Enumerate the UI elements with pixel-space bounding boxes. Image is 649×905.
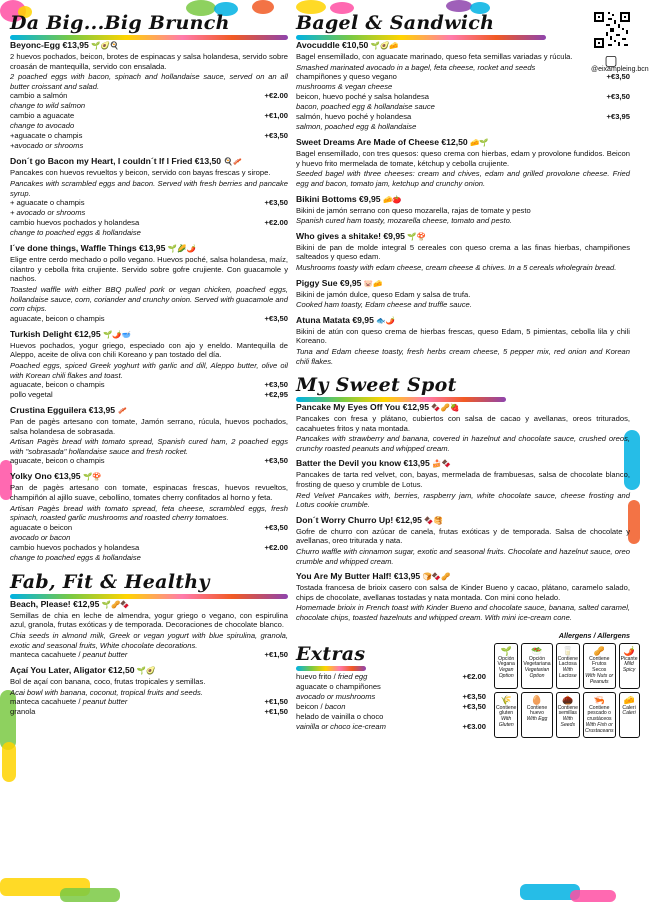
item-price: €12,95 <box>402 402 429 413</box>
menu-item[interactable] <box>10 156 288 238</box>
item-option[interactable] <box>296 82 630 92</box>
option-price: +€3,50 <box>264 522 288 532</box>
option-label-es: cambio a salmón <box>10 91 68 101</box>
allergen-label-es: Caleri <box>622 704 636 711</box>
allergen-icons: 🌱🥑🧀 <box>370 41 399 50</box>
option-label-en: change to avocado <box>10 121 75 131</box>
menu-item[interactable] <box>296 40 630 132</box>
extras-row[interactable]: huevo frito / fried egg +€2.00 <box>296 671 486 681</box>
option-label-es: cambio huevos pochados y holandesa <box>10 218 140 228</box>
option-label-en: bacon, poached egg & hollandaise sauce <box>296 102 435 112</box>
item-name: Beyonc-Egg <box>10 40 61 50</box>
allergen-badge <box>583 692 616 738</box>
allergen-label-en: Caleri <box>622 710 636 717</box>
allergen-badge <box>521 692 552 738</box>
option-label-es: + aguacate o champis <box>10 198 85 208</box>
option-price: +€1,50 <box>264 697 288 707</box>
item-name: Bikini Bottoms <box>296 193 357 204</box>
nuts-icon: 🥜 <box>593 645 605 656</box>
item-desc-es: Bol de açaí con banana, coco, frutas tropicales y semillas. <box>10 677 206 687</box>
option-label-en: change to poached eggs & hollandaise <box>10 228 141 238</box>
item-price: €9,95 <box>359 193 381 204</box>
allergen-badge <box>521 643 552 689</box>
menu-item[interactable] <box>296 278 630 310</box>
item-name: Atuna Matata <box>296 314 350 325</box>
allergen-icons: 🌱🥑 <box>136 666 156 676</box>
section-underline <box>10 35 288 40</box>
allergen-badge <box>556 643 580 689</box>
allergen-icons: 🍳🥓 <box>223 157 243 167</box>
item-price: €13,95 <box>62 40 89 50</box>
menu-item[interactable] <box>296 137 630 188</box>
allergen-badge <box>583 643 616 689</box>
allergen-label-es: Picante <box>620 655 638 662</box>
menu-item[interactable] <box>296 571 630 622</box>
section-bagel-sandwich <box>296 12 630 366</box>
extra-label-en: vainilla or choco ice-cream <box>296 721 386 731</box>
item-option[interactable] <box>10 523 288 533</box>
option-label-en: peanut butter <box>82 697 128 707</box>
item-desc-en: Cooked ham toasty, Edam cheese and truffle sauce. <box>296 300 472 310</box>
extra-label-es: aguacate o champiñones <box>296 681 381 691</box>
allergen-label-en: With Egg <box>526 716 548 723</box>
item-desc-en: Smashed marinated avocado in a bagel, feta cheese, rocket and seeds <box>296 62 536 72</box>
extra-price: +€3.00 <box>462 721 486 731</box>
section-header <box>296 643 366 669</box>
allergen-icons: 🌱🌶️🥣 <box>103 329 132 339</box>
item-desc-es: Elige entre cerdo mechado o pollo vegano. Huevos poché, salsa holandesa, maíz, cilantro y cebolla frita crujiente. Servido sobre gofre crujiente. Con guacamole y nachos. <box>10 255 288 284</box>
option-price: +€3,50 <box>264 131 288 141</box>
option-label-es: aguacate o beicon <box>10 522 73 532</box>
item-name: Avocuddle <box>296 40 340 50</box>
option-price: +€2,95 <box>264 390 288 400</box>
item-desc-en: Seeded bagel with three cheeses: cream and chives, edam and grilled provolone cheese. Fried egg and bacon, tomato jam, ketchup and crunchy onion. <box>296 169 630 188</box>
allergen-label-en: With Seeds <box>560 716 575 728</box>
item-option[interactable] <box>10 228 288 238</box>
extra-label-es: beicon <box>296 701 319 711</box>
item-desc-es: Pan de pagès artesano con tomate, espinacas frescas, huevos revueltos, champiñón al ajillo suave, cebollino, tomates cherry confitados al horno y feta. <box>10 483 288 503</box>
section-header <box>296 12 546 38</box>
item-name: Beach, Please! <box>10 598 71 609</box>
option-label-en: mushrooms & vegan cheese <box>296 82 393 92</box>
item-option[interactable] <box>10 456 288 466</box>
option-label-es: champiñones y queso vegano <box>296 72 397 82</box>
extra-label-en: avocado or mushrooms <box>296 691 376 701</box>
celery-icon: 🧀 <box>623 694 635 705</box>
item-desc-es: 2 huevos pochados, beicon, brotes de espinacas y salsa holandesa, servido sobre croasán de mantequilla, servido con ensalada. <box>10 52 288 71</box>
item-desc-en: Mushrooms toasty with edam cheese, cream cheese & chives. In a 5 cereals wholegrain bread. <box>296 262 617 272</box>
extra-label-en: fried egg <box>337 671 368 681</box>
item-name: Don´t go Bacon my Heart, I couldn´t If I Fried <box>10 156 193 167</box>
option-label-en: change to wild salmon <box>10 101 86 111</box>
menu-item[interactable] <box>10 599 288 660</box>
item-desc-es: Bikini de atún con queso crema de hierbas frescas, queso Edam, 5 pimientas, cebolla lila y chili Koreano. <box>296 326 630 346</box>
option-price: +€2.00 <box>264 542 288 552</box>
option-price: +€3,50 <box>264 380 288 390</box>
item-price: €9,95 <box>383 230 405 241</box>
allergen-badge <box>556 692 580 738</box>
allergen-icons: 🍫🥞 <box>424 515 443 525</box>
item-desc-es: Tostada francesa de brioix casero con salsa de Kinder Bueno y cacao, plátano, caramelo salado, chips de chocolate, avellanas tostadas y nata montada. Con mini cono helado. <box>296 583 630 602</box>
allergen-badge <box>619 692 640 738</box>
option-label-es: cambio a aguacate <box>10 111 75 121</box>
extra-price: +€3,50 <box>462 701 486 711</box>
option-label-es: aguacate, beicon o champis <box>10 313 105 323</box>
option-price: +€2.00 <box>264 91 288 101</box>
extra-label-es: helado de vainilla o choco <box>296 711 384 721</box>
vegan-icon: 🌱 <box>500 645 512 656</box>
section-big-brunch <box>10 12 288 563</box>
item-option[interactable] <box>10 553 288 563</box>
item-desc-es: Pan de pagès artesano con tomate, Jamón serrano, rúcula, huevos pochados, salsa holandesa de sobrasada. <box>10 417 288 436</box>
allergen-icons: 🌱🍄 <box>82 472 102 482</box>
section-underline <box>10 594 288 599</box>
item-desc-en: Artisan Pagès bread with tomato spread, feta cheese, scrambled eggs, fresh spinach, roasted garlic mushrooms and roasted cherry tomatoes. <box>10 503 288 523</box>
fish-icon: 🦐 <box>593 694 605 705</box>
allergen-badge <box>619 643 640 689</box>
item-desc-es: Pancakes con fresa y plátano, cubiertos con salsa de cacao y avellanas, oreos triturados, cacahuetes fritos y nata montada. <box>296 414 630 433</box>
item-option[interactable] <box>10 111 288 121</box>
item-price: €12,95 <box>395 514 422 525</box>
menu-item[interactable] <box>296 194 630 226</box>
menu-item[interactable] <box>10 329 288 400</box>
item-price: €13,50 <box>194 156 222 167</box>
menu-item[interactable] <box>296 231 630 273</box>
item-option[interactable] <box>10 101 288 111</box>
menu-item[interactable] <box>296 515 630 566</box>
extras-block <box>296 643 486 738</box>
item-desc-es: Pancakes con huevos revueltos y beicon, servido con bayas frescas y sirope. <box>10 168 271 178</box>
egg-icon: 🥚 <box>531 694 543 705</box>
section-title: Bagel & Sandwich <box>296 12 495 34</box>
decor-splash <box>60 888 120 902</box>
allergen-label-en: With Fish or Crustaceans <box>584 721 614 734</box>
menu-item[interactable] <box>10 243 288 324</box>
allergen-label-es: Contiene huevo <box>526 704 548 717</box>
menu-item[interactable] <box>10 40 288 151</box>
option-label-en: salmon, poached egg & hollandaise <box>296 122 417 132</box>
item-desc-en: 2 poached eggs with bacon, spinach and hollandaise sauce, served on an all butter croissant and salad. <box>10 72 288 91</box>
section-title: Da Big...Big Brunch <box>10 12 230 34</box>
item-desc-es: Bikini de jamón serrano con queso mozarella, rajas de tomate y pesto <box>296 205 531 215</box>
spicy-icon: 🌶️ <box>623 645 635 656</box>
item-option[interactable] <box>10 380 288 390</box>
item-desc-es: Bagel ensemillado, con aguacate marinado, queso feta semillas variadas y rúcula. <box>296 52 573 61</box>
item-option[interactable]: manteca cacahuete / peanut butter +€1,50 <box>10 697 288 707</box>
item-name: I´ve done things, Waffle Things <box>10 243 137 254</box>
allergen-badge <box>494 692 518 738</box>
item-price: €12,95 <box>74 328 101 339</box>
allergens-legend <box>494 643 638 738</box>
item-price: €13,95 <box>88 405 116 416</box>
item-desc-en: Spanish cured ham toasty, mozarella cheese, tomato and pesto. <box>296 216 512 226</box>
section-fab-fit-healthy <box>10 571 288 718</box>
item-desc-es: Bikini de pan de molde integral 5 cereales con queso crema a las finas hierbas, champiñones salteados y queso edam. <box>296 242 630 262</box>
option-price: +€3,50 <box>606 92 630 102</box>
item-price: €10,50 <box>342 40 369 50</box>
item-desc-es: Semillas de chia en leche de almendra, yogur griego o vegano, con espirulina azul, granola, frutas exóticas y de temporada. Decoraciones de chocolate blanco. <box>10 610 288 630</box>
item-desc-en: Toasted waffle with either BBQ pulled pork or vegan chicken, poached eggs, hollandaise sauce, corn, coriander and crunchy onion. Served with guacamole and corn chips. <box>10 284 288 314</box>
item-desc-en: Pancakes with strawberry and banana, covered in hazelnut and chocolate sauce, crushed oreos, crunchy roasted peanuts and whipped cream. <box>296 434 630 453</box>
item-desc-en: Homemade brioix in French toast with Kinder Bueno and chocolate sauce, banana, salted caramel, chocolate chips, toasted hazelnuts and whipped cream. With mini ice-cream cone. <box>296 603 630 622</box>
decor-splash <box>2 742 16 782</box>
allergen-icons: 🍞🍫🥜 <box>422 572 451 582</box>
option-label-es: manteca cacahuete <box>10 697 77 707</box>
option-price: +€1,50 <box>264 707 288 717</box>
extra-label-es: huevo frito <box>296 671 332 681</box>
item-price: €13,95 <box>139 243 166 254</box>
option-label-en: peanut butter <box>82 650 128 660</box>
option-label-es: pollo vegetal <box>10 390 53 400</box>
item-name: You Are My Butter Half! <box>296 571 392 582</box>
item-name: Yolky Ono <box>10 471 52 482</box>
allergen-icons: 🌱🥜🍫 <box>101 599 130 609</box>
allergen-label-en: Vegan Option <box>498 667 514 679</box>
seeds-icon: 🌰 <box>562 694 574 705</box>
extras-row[interactable] <box>296 682 486 702</box>
right-column <box>296 0 638 738</box>
decor-splash <box>570 890 616 902</box>
item-desc-en: Artisan Pagès bread with tomato spread, Spanish cured ham, 2 poached eggs with "sobrasada" hollandaise sauce and fresh rocket. <box>10 437 288 456</box>
extra-label-en: bacon <box>324 701 346 711</box>
menu-item[interactable] <box>296 458 630 509</box>
allergen-label-es: Contiene semillas <box>557 704 578 717</box>
section-title: My Sweet Spot <box>296 374 457 397</box>
item-option[interactable] <box>296 102 630 112</box>
allergen-label-es: Contiene pescado o crustáceos <box>586 704 612 723</box>
item-option[interactable] <box>10 390 288 400</box>
item-option[interactable] <box>10 121 288 131</box>
option-price: +€3,50 <box>606 72 630 82</box>
vegetarian-icon: 🥗 <box>531 645 543 656</box>
item-name: Sweet Dreams Are Made of Cheese <box>296 137 439 148</box>
item-desc-en: Chia seeds in almond milk, Greek or vegan yogurt with blue spirulina, granola, exotic and seasonal fruits, White chocolate decorations. <box>10 631 288 650</box>
item-option[interactable] <box>296 112 630 122</box>
item-desc-es: Bagel ensemillado, con tres quesos: queso crema con hierbas, edam y provolone fundidos. Beicon y huevo frito mermelada de tomate, kétchup y cebolla crujiente. <box>296 149 630 168</box>
menu-item[interactable] <box>10 665 288 717</box>
option-label-es: aguacate, beicon o champis <box>10 380 105 390</box>
section-title: Fab, Fit & Healthy <box>10 570 210 593</box>
menu-item[interactable] <box>10 405 288 466</box>
option-label-en: +avocado or shrooms <box>10 141 84 151</box>
allergen-label-en: Mild Spicy <box>622 661 636 674</box>
item-option[interactable]: manteca cacahuete / peanut butter +€1,50 <box>10 650 288 660</box>
section-my-sweet-spot <box>296 374 630 623</box>
item-name: Batter the Devil you know <box>296 458 402 469</box>
item-option[interactable] <box>10 141 288 151</box>
item-price: €13,95 <box>393 571 421 582</box>
item-option[interactable] <box>10 533 288 543</box>
left-column <box>10 0 288 725</box>
item-desc-es: Pancakes de tarta red velvet, con, bayas, mermelada de frambuesas, salsa de chocolate blanco, frosting de queso y crumble de Lotus. <box>296 470 630 490</box>
item-desc-es: Gofre de churro con azúcar de canela, frutas exóticas y de temporada. Salsa de chocolate y avellanas, oreo triturada y nata. <box>296 526 630 546</box>
item-name: Crustina Egguilera <box>10 405 87 416</box>
option-price: +€3,95 <box>606 112 630 122</box>
option-label-es: manteca cacahuete <box>10 650 77 660</box>
item-price: €13,95 <box>54 471 81 482</box>
item-desc-en: Pancakes with scrambled eggs and bacon. Served with fresh berries and pancake syrup. <box>10 178 288 198</box>
item-desc-en: Poached eggs, spiced Greek yoghurt with garlic and dill, Aleppo butter, olive oil with Korean chili flakes and toast. <box>10 360 288 380</box>
allergen-label-es: Opción Vegetariana <box>523 655 551 668</box>
allergen-icons: 🌱🥑🍳 <box>91 41 120 50</box>
allergens-title: Allergens / Allergens <box>558 630 630 640</box>
item-option[interactable] <box>296 72 630 82</box>
allergen-icons: 🍫🥜🍓 <box>431 403 460 413</box>
item-option[interactable] <box>10 218 288 228</box>
option-label-es: granola <box>10 707 36 717</box>
item-option[interactable] <box>10 707 288 717</box>
instagram-icon: ▢ <box>604 52 618 68</box>
item-desc-es: Bikini de jamón dulce, queso Edam y salsa de trufa. <box>296 289 471 299</box>
item-price: €12,50 <box>441 137 468 148</box>
allergen-label-es: Contiene Lactosa <box>557 655 578 668</box>
allergen-icons: 🐷🧀 <box>363 278 383 288</box>
item-option[interactable] <box>296 122 630 132</box>
item-price: €12,95 <box>73 598 100 609</box>
allergen-icons: 🌱🌽🌶️ <box>167 244 196 254</box>
option-price: +€2.00 <box>264 218 288 228</box>
extras-and-allergens <box>296 642 638 738</box>
option-price: +€3,50 <box>264 198 288 208</box>
section-underline <box>296 397 506 402</box>
option-price: +€1,50 <box>264 650 288 660</box>
instagram-handle-text: @eixampleing.bcn <box>591 66 649 73</box>
item-price: €9,95 <box>339 277 362 288</box>
allergens-grid <box>494 643 638 738</box>
section-underline <box>296 35 546 40</box>
section-underline <box>296 666 366 671</box>
item-option[interactable] <box>296 92 630 102</box>
item-name: Turkish Delight <box>10 328 72 339</box>
option-price: +€3,50 <box>264 456 288 466</box>
gluten-icon: 🌾 <box>500 694 512 705</box>
item-desc-en: Churro waffle with cinnamon sugar, exotic and seasonal fruits. Chocolate and hazelnut sauce, oreo crumble and whipped cream. <box>296 547 630 566</box>
allergen-label-en: With Nuts or Peanuts <box>585 672 614 685</box>
extra-price: +€2.00 <box>462 671 486 681</box>
item-option[interactable] <box>10 314 288 324</box>
menu-item[interactable] <box>10 471 288 562</box>
item-name: Don´t Worry Churro Up! <box>296 514 394 525</box>
option-label-es: aguacate, beicon o champis <box>10 456 105 466</box>
option-label-es: beicon, huevo poché y salsa holandesa <box>296 92 429 102</box>
allergen-icons: 🥓 <box>117 406 127 416</box>
extras-row[interactable]: beicon / bacon +€3,50 <box>296 701 486 711</box>
option-price: +€1,00 <box>264 111 288 121</box>
menu-item[interactable] <box>296 315 630 366</box>
extra-price: +€3,50 <box>462 691 486 701</box>
item-name: Who gives a shitake! <box>296 230 382 241</box>
item-option[interactable] <box>10 543 288 553</box>
allergen-label-es: Contiene gluten <box>496 704 517 717</box>
allergen-label-en: Vegetarian Option <box>524 667 550 679</box>
item-option[interactable] <box>10 208 288 218</box>
item-name: Piggy Sue <box>296 277 338 288</box>
section-header <box>10 12 288 38</box>
item-name: Açaí You Later, Aligator <box>10 665 106 676</box>
allergen-icons: 🍰🍫 <box>432 459 451 469</box>
option-label-en: + avocado or shrooms <box>10 208 86 218</box>
item-price: €9,95 <box>352 314 374 325</box>
option-label-es: salmón, huevo poché y holandesa <box>296 112 412 122</box>
section-title: Extras <box>296 642 366 665</box>
option-price: +€3,50 <box>264 313 288 323</box>
allergen-icons: 🐟🌶️ <box>376 315 395 325</box>
section-header <box>296 374 506 400</box>
allergen-badge <box>494 643 518 689</box>
extras-row[interactable] <box>296 712 486 732</box>
section-header <box>10 571 288 597</box>
item-price: €12,50 <box>108 665 135 676</box>
item-price: €13,95 <box>403 458 430 469</box>
item-desc-en: Acai bowl with banana, coconut, tropical fruits and seeds. <box>10 687 203 697</box>
allergen-label-en: With Gluten <box>498 716 514 728</box>
item-option[interactable] <box>10 198 288 208</box>
lactose-icon: 🥛 <box>562 645 574 656</box>
item-desc-es: Huevos pochados, yogur griego, especiado con ajo y eneldo. Mantequilla de Aleppo, aceite de oliva con chili Koreano y pan tostado del día. <box>10 340 288 360</box>
allergen-icons: 🧀🍅 <box>382 194 402 204</box>
item-desc-en: Red Velvet Pancakes with, berries, raspberry jam, white chocolate sauce, cheese frosting and Lotus cookie crumble. <box>296 490 630 510</box>
option-label-en: change to poached eggs & hollandaise <box>10 552 141 562</box>
allergen-label-es: Contiene Frutos Secos <box>589 655 610 674</box>
option-label-es: cambio huevos pochados y holandesa <box>10 542 140 552</box>
menu-item[interactable] <box>296 402 630 453</box>
allergen-icons: 🌱🍄 <box>407 231 426 241</box>
item-option[interactable] <box>10 131 288 141</box>
option-label-es: +aguacate o champis <box>10 131 83 141</box>
allergen-label-es: Opción Vegana <box>497 655 515 668</box>
item-option[interactable] <box>10 91 288 101</box>
allergen-icons: 🧀🌱 <box>470 138 489 148</box>
option-label-en: avocado or bacon <box>10 532 71 542</box>
item-desc-en: Tuna and Edam cheese toasty, fresh herbs cream cheese, 5 pepper mix, red onion and Korean chili flakes. <box>296 346 630 366</box>
item-name: Pancake My Eyes Off You <box>296 402 401 413</box>
allergen-label-en: With Lactose <box>558 667 577 679</box>
